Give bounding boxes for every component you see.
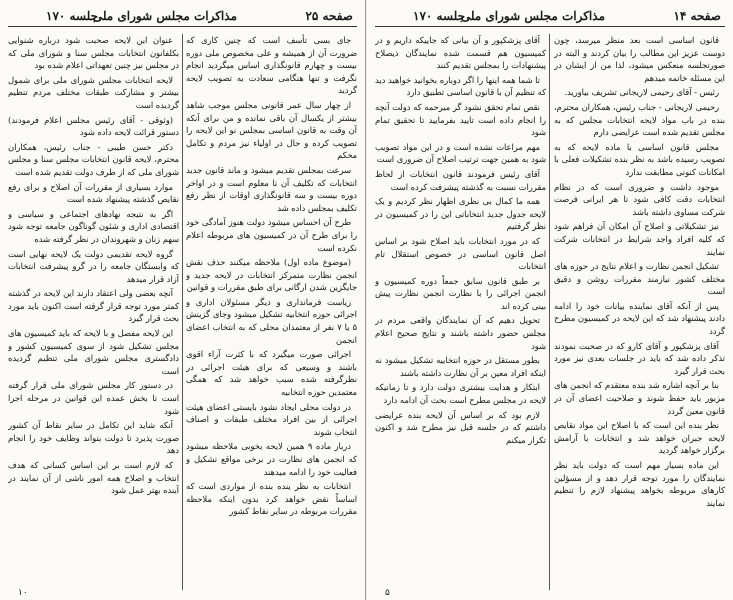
paragraph: ابتکار و هدایت بیشتری دولت دارد و تا زمانیکه لایحه در مجلس مطرح است بحث آن ادامه دارد — [375, 382, 546, 406]
paragraph: بطور مستقل در حوزه انتخابیه تشکیل میشود نه اینکه افراد معین بر آن نظارت داشته باشند — [375, 355, 546, 378]
paragraph: بنا بر آنچه اشاره شد بنده معتقدم که انجمن های مزبور باید حفظ شوند و صلاحیت اعضای آن در قانون معین گردد — [554, 380, 725, 416]
session-label: جلسه ۱۷۰ — [413, 9, 466, 23]
paragraph: آنچه بعضی ولی اعتقاد دارند این لایحه در گذشته کمتر مورد توجه قرار گرفته است اکنون باید مورد بحث قرار گیرد — [8, 288, 179, 324]
paragraph: در دولت محلی ایجاد نشود بایستی اعضای هیئت اجرائی از بین افراد مختلف طبقات و اصناف انتخاب شوند — [186, 401, 357, 437]
paragraph: که لازم است بر این اساس کسانی که هدف انتخاب و اصلاح همه امور ناشی از آن نمایند در آینده بهتر عمل شود — [8, 460, 179, 496]
paragraph: که در مورد انتخابات باید اصلاح شود بر اساس اصل قانون اساسی در خصوص استقلال تام انتخابات — [375, 235, 546, 272]
paragraph: عنوان این لایحه صحبت شود درباره شنوایی بکلفانون انتخابات مجلس سنا و شورای ملی که در مجلس نیز چنین تعهداتی اعلام شده بود — [8, 35, 179, 71]
paragraph: (موضوع ماده اول) ملاحظه میکنند حذف نقش انجمن نظارت متمرکز انتخابات در لایحه جدید و جایگزین شدن ارگانی برای طبق مقررات و قوانین — [186, 257, 357, 293]
paragraph: دکتر حسن طیبی - جناب رئیس، همکاران محترم، لایحه قانون انتخابات مجلس سنا و مجلس شورای ملی که از طرف دولت تقدیم شده است — [8, 141, 179, 177]
paragraph: دربار ماده ۹ همین لایحه بخوبی ملاحظه میشود که انجمن های نظارت در برخی مواقع تشکیل و فعالیت خود را ادامه میدهند — [186, 441, 357, 477]
paragraph: اجرائی صورت میگیرد که با کثرت آراء اقوی باشند و وسیعی که برای هیئت اجرائی در نظرگرفته شده سبب خواهد شد که همگی معتمدین حوزه انتخابیه — [186, 349, 357, 398]
page-footer: ۱۰ — [18, 588, 28, 598]
paragraph: (وثوقی - آقای رئیس مجلس اعلام فرمودند) دستور قرائت لایحه داده شود — [8, 114, 179, 138]
paragraph: رئیس - آقای رحیمی لاریجانی تشریف بیاورید. — [564, 87, 719, 98]
paragraph: نیز تشکیلاتی و اصلاح آن امکان آن فراهم شود که کلیه افراد واجد شرایط در انتخابات شرکت نمایند — [554, 221, 725, 257]
paragraph: موجود داشت و ضروری است که در نظام انتخابات دقت کافی شود تا هر ایرانی فرصت شرکت مساوی داشته باشد — [554, 181, 725, 217]
paragraph: تا شما همه اینها را اگر دوباره بخوانید خواهید دید که تنظیم آن با قانون اساسی تطبیق دارد — [375, 74, 546, 98]
paragraph: موارد بسیاری از مقررات آن اصلاح و برای رفع نقایص گذشته پیشنهاد شده است — [8, 181, 179, 205]
right-page — [367, 0, 733, 600]
page-title: مذاکرات مجلس شورای ملی — [92, 9, 237, 23]
page-footer: ۵ — [385, 588, 390, 598]
column-divider — [549, 34, 550, 590]
paragraph: زیاست فرمانداری و دیگر مسئولان اداری و اجرائی حوزه انتخابیه تشکیل میشود وجای گزینش ۵ یا ۷ نفر از معتمدان محلی که به انتخاب اعضای انجمن — [186, 296, 357, 345]
paragraph: آنکه شاید این تکامل در سایر نقاط آن کشور صورت پذیرد تا دولت بتواند وظایف خود را انجام دهد — [8, 420, 179, 456]
paragraph: نقص تمام تحقق نشود گر میرحمه که دولت آنچه را انجام داده است تایید بفرمایید تا تحقیق تمام شود — [375, 101, 546, 138]
paragraph: جای بسی تأسف است که چنین کاری که ضرورت آن از همیشه و علی مخصوص ملی دوره بیست و چهارم قانونگذاری اساس میگردید انجام نگرفت و تنها هنگامی سعادت به تصویب لایحه گردید — [186, 35, 357, 96]
text-column-right — [554, 34, 725, 590]
text-column-left — [375, 34, 546, 590]
paragraph: همه ما کمال بی نظری اظهار نظر کردیم و یک لایحه جدول جدید انتخاباتی این را در کمیسیون در نظر گرفتیم — [375, 196, 546, 232]
left-page — [0, 0, 366, 600]
paragraph: رحیمی لاریجانی - جناب رئیس، همکاران محترم، بنده در باب مواد لایحه انتخابات مجلس که به مجلس تقدیم شده است عرایضی دارم — [554, 101, 725, 138]
paragraph: مهم مراعات نشده است و در این مواد تصویب شود به همین جهت ترتیب اصلاح آن ضروری است — [375, 141, 546, 165]
paragraph: مجلس قانون اساسی با ماده لایحه که به تصویب رسیده باشد به نظر بنده تشکیلات فعلی با امکانات کنونی مطابقت ندارد — [554, 141, 725, 177]
page-number: صفحه ۱۴ — [673, 9, 721, 23]
page-number: صفحه ۲۵ — [305, 9, 353, 23]
text-column-right — [186, 34, 357, 590]
paragraph: آقای پزشکپور و آقای کارو که در صحبت نمودند تذکر داده شد که باید در جلسات بعدی نیز مورد بحث قرار گیرد — [554, 340, 725, 376]
paragraph: انتخابات به نظر ینده بنده از مواردی است که اساساً نقض خواهد کرد بدون اینکه ملاحظه مقررات مربوطه در سایر نقاط کشور — [186, 481, 357, 517]
paragraph: سرعت بمجلس تقدیم میشود و ماند قانون جدید انتخابات که تکلیف آن تا معلوم است و در اواخر دوره بیست و سه قانونگذاری اوقات از نظر رفع تکلیف بمجلس داده شد — [186, 164, 357, 213]
paragraph: پس از آنکه آقای نماینده بیانات خود را ادامه دادند پیشنهاد شد که این لایحه در کمیسیون مطرح گردد — [554, 300, 725, 337]
paragraph: در دستور کار مجلس شورای ملی قرار گرفته است تا بخش عمده این قوانین در مرحله اجرا شود — [8, 380, 179, 416]
paragraph: آقای رئیس فرمودند قانون انتخابات از لحاظ مقررات نسبت به گذشته پیشرفت کرده است — [375, 168, 546, 192]
paragraph: این ماده بسیار مهم است که دولت باید نظر نمایندگان را مورد توجه قرار دهد و از مسؤلین کارهای مربوطه بخواهد پیشنهاد لازم را تنظیم نمایند — [554, 460, 725, 508]
paragraph: نظر بنده این است که با اصلاح این مواد نقایص لایحه جبران خواهد شد و انتخابات با آرامش برگزار خواهد گردید — [554, 420, 725, 456]
paragraph: تحویل دهیم که آن نمایندگان واقعی مردم در مجلس حضور داشته باشند و نتایج صحیح اعلام شود — [375, 315, 546, 351]
paragraph: بر طبق قانون سابق جمعاً دوره کمیسیون و انجمن اجرائی را با نظارت انجمن نظارت پیش بینی کرده اند — [375, 275, 546, 311]
page-header — [375, 8, 725, 27]
paragraph: از چهار سال عمر قانونی مجلس موجب شاهد بیشتر از یکسال آن باقی نمانده و من برای آنکه آن وقت به قانون اساسی بمجلس نو این لایحه را تصویب کرده و حال در اولیاء نیز مردم و تکامل محکم — [186, 99, 357, 161]
paragraph: لازم بود که بر اساس آن لایحه بنده عرایضی داشتم که در جلسه قبل نیز مطرح شد و اکنون تکرار میکنم — [375, 409, 546, 445]
column-divider — [182, 34, 183, 590]
paragraph: لایحه انتخابات مجلس شورای ملی برای شمول بیشتر و مشارکت طبقات مختلف مردم تنظیم گردیده است — [8, 74, 179, 110]
page-title: مذاکرات مجلس شورای ملی — [460, 9, 605, 23]
page-header — [8, 8, 357, 27]
paragraph: آقای پزشکپور و آن بیانی که جاییکه داریم و در کمیسیون هم قسمت شده نمایندگان ذیصلاح پیشنهادات را بمجلس تقدیم کنند — [375, 35, 546, 71]
paragraph: اگر به نتیجه نهادهای اجتماعی و سیاسی و اقتصادی اداری و شئون گوناگون جامعه توجه شود سهم زنان و شهروندان در نظر گرفته شده — [8, 208, 179, 244]
paragraph: این لایحه مفصل و با لایحه که باید کمیسیون های مجلس تشکیل شود از سوی کمیسیون کشور و دادگستری مجلس شورای ملی تنظیم گردیده است — [8, 328, 179, 376]
paragraph: طرح آن احساس میشود دولت هنوز آمادگی خود را برای طرح آن در کمیسیون های مربوطه اعلام نکرده است — [186, 217, 357, 253]
session-label: جلسه ۱۷۰ — [46, 9, 99, 23]
paragraph: قانون اساسی است بعد منظر میرسد، چون دوست عزیز این مطالب را بیان کردند و البته در صورتجلسه منعکس میشود، لذا من از ایشان در این مسئله خاتمه میدهم — [554, 35, 725, 83]
paragraph: گروه لایحه تقدیمی دولت یک لایحه نهایی است که وابستگان جامعه را در گرو پیشرفت انتخابات آزاد قرار میدهد — [8, 248, 179, 284]
paragraph: تشکیل انجمن نظارت و اعلام نتایج در حوزه های مختلف کشور نیازمند مقررات روشن و دقیق است — [554, 261, 725, 297]
text-column-left — [8, 34, 179, 590]
